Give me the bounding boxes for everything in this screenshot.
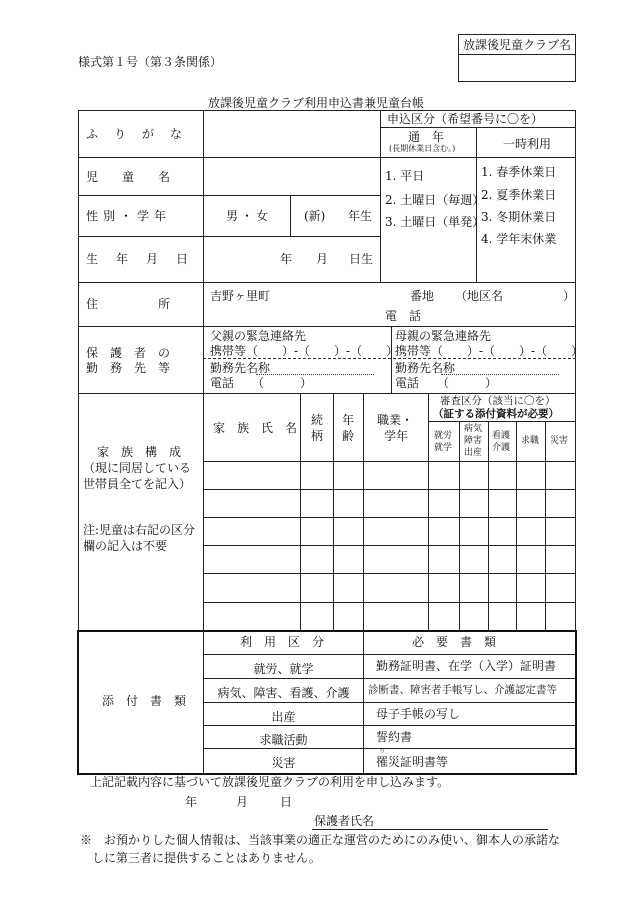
guardian-signature-label: 保護者氏名: [314, 814, 375, 828]
regular-option-2[interactable]: 2. 土曜日（毎週）: [385, 193, 485, 207]
age-header-2: 齢: [342, 429, 355, 443]
relation-header-2: 柄: [311, 429, 324, 443]
attachments-label: 添 付 書 類: [102, 694, 187, 708]
attachments-col2-header: 必 要 書 類: [412, 635, 497, 649]
regular-option-1[interactable]: 1. 平日: [385, 169, 425, 183]
family-note-2: 欄の記入は不要: [83, 539, 168, 553]
birthdate-label: 生 年 月 日: [86, 252, 192, 266]
attachment-category: 病気、障害、看護、介護: [217, 686, 350, 700]
family-label-3: 世帯員全てを記入）: [83, 477, 192, 491]
family-name-header: 家 族 氏 名: [213, 421, 298, 435]
table-row[interactable]: [204, 603, 300, 630]
mother-phone[interactable]: 電話 （ ）: [395, 376, 498, 390]
furigana-label: ふ り が な: [86, 127, 185, 141]
privacy-note-1: ※ お預かりした個人情報は、当該事業の適正な運営のためにのみ使い、御本人の承諾な: [80, 833, 561, 847]
temporary-option-3[interactable]: 3. 冬期休業日: [481, 210, 557, 224]
father-contact-label: 父親の緊急連絡先: [210, 329, 307, 343]
family-label-1: 家 族 構 成: [97, 445, 182, 459]
child-name-label: 児 童 名: [86, 170, 171, 184]
signature-line[interactable]: [312, 829, 548, 830]
table-row[interactable]: [204, 518, 300, 545]
temporary-option-2[interactable]: 2. 夏季休業日: [481, 188, 557, 202]
guardian-label-2: 勤 務 先 等: [86, 361, 171, 375]
guardian-label-1: 保 護 者 の: [86, 346, 171, 360]
screening-col-jobseek: 求職: [521, 436, 540, 446]
application-header: 申込区分（希望番号に〇を）: [387, 112, 544, 126]
temporary-option-1[interactable]: 1. 春季休業日: [481, 165, 557, 179]
new-grade-prefix: (新): [304, 209, 326, 223]
form-number: 様式第１号（第３条関係）: [78, 55, 223, 69]
father-mobile[interactable]: 携帯等（ ）-（ ）-（ ）: [210, 344, 399, 358]
screening-col-illness-1: 病気: [464, 424, 483, 434]
attachment-category: 災害: [271, 756, 296, 770]
address-phone-label: 電 話: [385, 309, 422, 323]
regular-note: (長期休業日含む。): [389, 144, 456, 153]
screening-col-disaster: 災害: [550, 436, 569, 446]
address-label: 住 所: [86, 297, 177, 311]
grade-suffix: 年生: [348, 209, 373, 223]
screening-header-1: 審査区分（該当に〇を）: [440, 395, 556, 407]
furigana-field[interactable]: [204, 111, 379, 156]
table-row[interactable]: [204, 546, 300, 573]
address-town: 吉野ヶ里町: [210, 289, 271, 303]
table-row[interactable]: [204, 462, 300, 489]
attachment-document: 罹災証明書等: [376, 755, 449, 769]
address-district: （地区名 ）: [455, 289, 576, 303]
sex-options[interactable]: 男・女: [226, 209, 272, 223]
mother-contact-label: 母親の緊急連絡先: [395, 329, 492, 343]
club-name-label: 放課後児童クラブ名: [463, 38, 572, 52]
birth-day: 日生: [349, 252, 374, 266]
privacy-note-2: しに第三者に提供することはありません。: [92, 851, 321, 865]
date-month: 月: [236, 795, 249, 809]
attachments-col1-header: 利 用 区 分: [240, 635, 325, 649]
screening-col-illness-3: 出産: [464, 448, 483, 458]
regular-option-3[interactable]: 3. 土曜日（単発）: [385, 215, 485, 229]
father-phone[interactable]: 電話 （ ）: [210, 376, 313, 390]
page-title: 放課後児童クラブ利用申込書兼児童台帳: [208, 96, 425, 110]
sex-grade-label: 性別・学年: [86, 209, 172, 223]
age-header-1: 年: [342, 413, 355, 427]
date-year: 年: [185, 795, 198, 809]
screening-col-care-2: 介護: [492, 443, 511, 453]
mother-workplace[interactable]: 勤務先名称: [395, 361, 456, 375]
family-note-1: 注:児童は右記の区分: [83, 523, 196, 537]
attachment-document: 勤務証明書、在学（入学）証明書: [376, 659, 557, 673]
address-banchi: 番地: [410, 289, 435, 303]
attachment-category: 求職活動: [259, 733, 308, 747]
table-row[interactable]: [204, 574, 300, 602]
family-label-2: （現に同居している: [83, 461, 192, 475]
temporary-option-4[interactable]: 4. 学年末休業: [481, 232, 557, 246]
date-day: 日: [280, 795, 293, 809]
attachment-document: 母子手帳の写し: [376, 707, 461, 721]
birth-year: 年: [280, 252, 293, 266]
ruby-annotation: り: [379, 748, 386, 755]
screening-col-illness-2: 障害: [464, 436, 483, 446]
temporary-label: 一時利用: [503, 137, 552, 151]
job-header-1: 職業・: [377, 413, 414, 427]
mother-mobile[interactable]: 携帯等（ ）-（ ）-（ ）: [395, 344, 584, 358]
job-header-2: 学年: [384, 429, 409, 443]
regular-label: 通 年: [408, 130, 445, 144]
attachment-category: 出産: [271, 710, 296, 724]
screening-col-care-1: 看護: [492, 431, 511, 441]
attachment-document: 診断書、障害者手帳写し、介護認定書等: [368, 684, 557, 696]
birth-month: 月: [316, 252, 329, 266]
screening-col-work-1: 就労: [434, 431, 453, 441]
father-workplace[interactable]: 勤務先名称: [210, 361, 271, 375]
table-row[interactable]: [204, 490, 300, 517]
attachment-category: 就労、就学: [253, 662, 314, 676]
attachment-document: 誓約書: [376, 730, 413, 744]
relation-header-1: 続: [311, 413, 324, 427]
declaration-text: 上記記載内容に基づいて放課後児童クラブの利用を申し込みます。: [90, 775, 450, 789]
screening-header-2: （証する添付資料が必要）: [433, 408, 559, 420]
screening-col-work-2: 就学: [434, 443, 453, 453]
child-name-field[interactable]: [204, 158, 379, 194]
